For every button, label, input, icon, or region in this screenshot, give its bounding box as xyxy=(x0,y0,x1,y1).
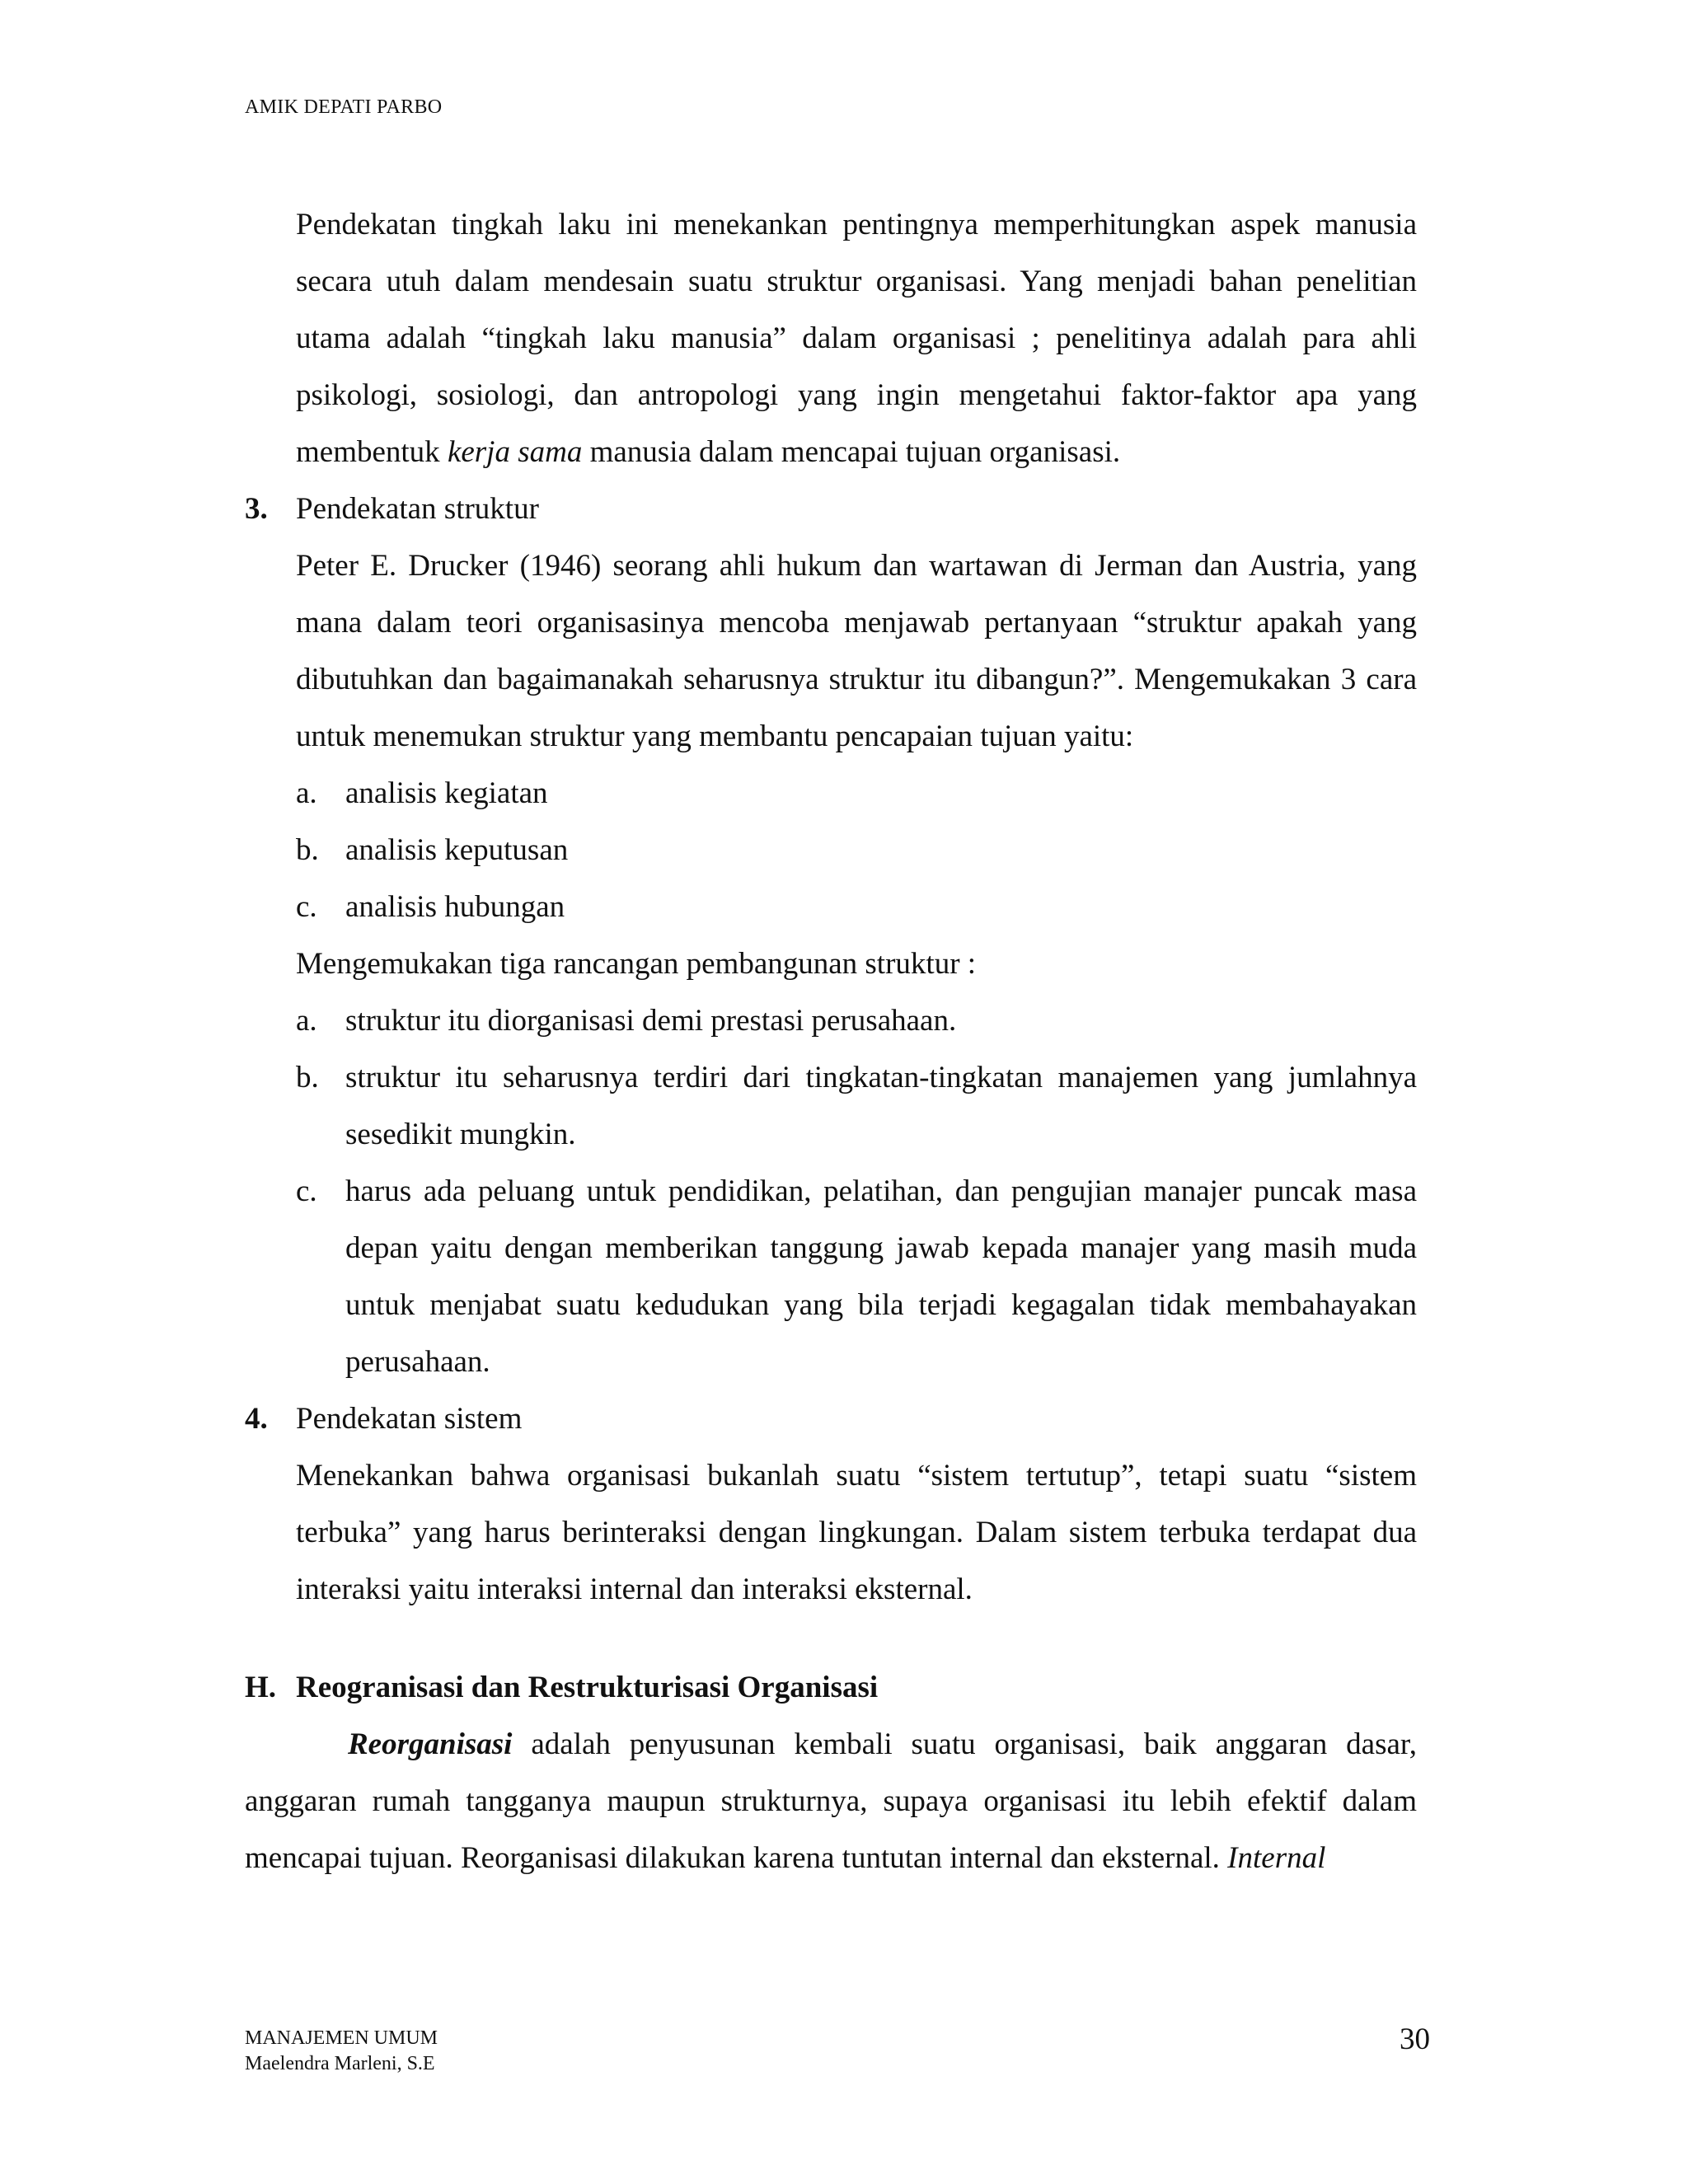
section-3-number: 3. xyxy=(245,492,268,526)
reorganisasi-term: Reorganisasi xyxy=(348,1727,513,1761)
list-item: a. struktur itu diorganisasi demi prestasi perusahaan. xyxy=(296,1004,957,1038)
section-3-intro2: Mengemukakan tiga rancangan pembangunan struktur : xyxy=(296,947,977,981)
internal-italic: Internal xyxy=(1227,1841,1326,1875)
list-item: c. analisis hubungan xyxy=(296,890,565,924)
section-4-number: 4. xyxy=(245,1402,268,1436)
list-item: a. analisis kegiatan xyxy=(296,776,548,810)
footer xyxy=(245,2026,438,2077)
kerja-sama-italic: kerja sama xyxy=(447,435,583,469)
footer-author: Maelendra Marleni, S.E xyxy=(245,2053,435,2074)
section-h-paragraph: Reorganisasi adalah penyusunan kembali suatu organisasi, baik anggaran dasar, anggaran rumah tangganya maupun strukturnya, supaya organisasi itu lebih efektif dalam mencapai tujuan. Reorganisasi dilakukan karena tuntutan internal dan eksternal. Internal xyxy=(245,1727,1417,1875)
running-header: AMIK DEPATI PARBO xyxy=(245,96,443,118)
list-item: b. analisis keputusan xyxy=(296,833,569,867)
section-3-paragraph: Peter E. Drucker (1946) seorang ahli hukum dan wartawan di Jerman dan Austria, yang mana dalam teori organisasinya mencoba menjawab pertanyaan “struktur apakah yang dibutuhkan dan bagaimanakah seharusnya struktur itu dibangun?”. Mengemukakan 3 cara untuk menemukan struktur yang membantu pencapaian tujuan yaitu: xyxy=(296,549,1417,753)
section-3-title: 3. Pendekatan struktur xyxy=(245,480,1417,537)
page-number: 30 xyxy=(1400,2022,1430,2056)
footer-course: MANAJEMEN UMUM xyxy=(245,2027,438,2049)
section-h-heading: H. Reogranisasi dan Restrukturisasi Organisasi xyxy=(245,1671,879,1704)
list-item: c. harus ada peluang untuk pendidikan, pelatihan, dan pengujian manajer puncak masa depan yaitu dengan memberikan tanggung jawab kepada manajer yang masih muda untuk menjabat suatu kedudukan yang bila terjadi kegagalan tidak membahayakan perusahaan. xyxy=(296,1174,1417,1379)
page-body xyxy=(245,196,1417,1886)
section-4-title: 4. Pendekatan sistem xyxy=(245,1390,1417,1447)
list-item: b. struktur itu seharusnya terdiri dari tingkatan-tingkatan manajemen yang jumlahnya sesedikit mungkin. xyxy=(296,1061,1417,1151)
section-4-paragraph: Menekankan bahwa organisasi bukanlah suatu “sistem tertutup”, tetapi suatu “sistem terbuka” yang harus berinteraksi dengan lingkungan. Dalam sistem terbuka terdapat dua interaksi yaitu interaksi internal dan interaksi eksternal. xyxy=(296,1459,1417,1606)
intro-paragraph: Pendekatan tingkah laku ini menekankan pentingnya memperhitungkan aspek manusia secara utuh dalam mendesain suatu struktur organisasi. Yang menjadi bahan penelitian utama adalah “tingkah laku manusia” dalam organisasi ; penelitinya adalah para ahli psikologi, sosiologi, dan antropologi yang ingin mengetahui faktor-faktor apa yang membentuk kerja sama manusia dalam mencapai tujuan organisasi. xyxy=(296,208,1417,469)
